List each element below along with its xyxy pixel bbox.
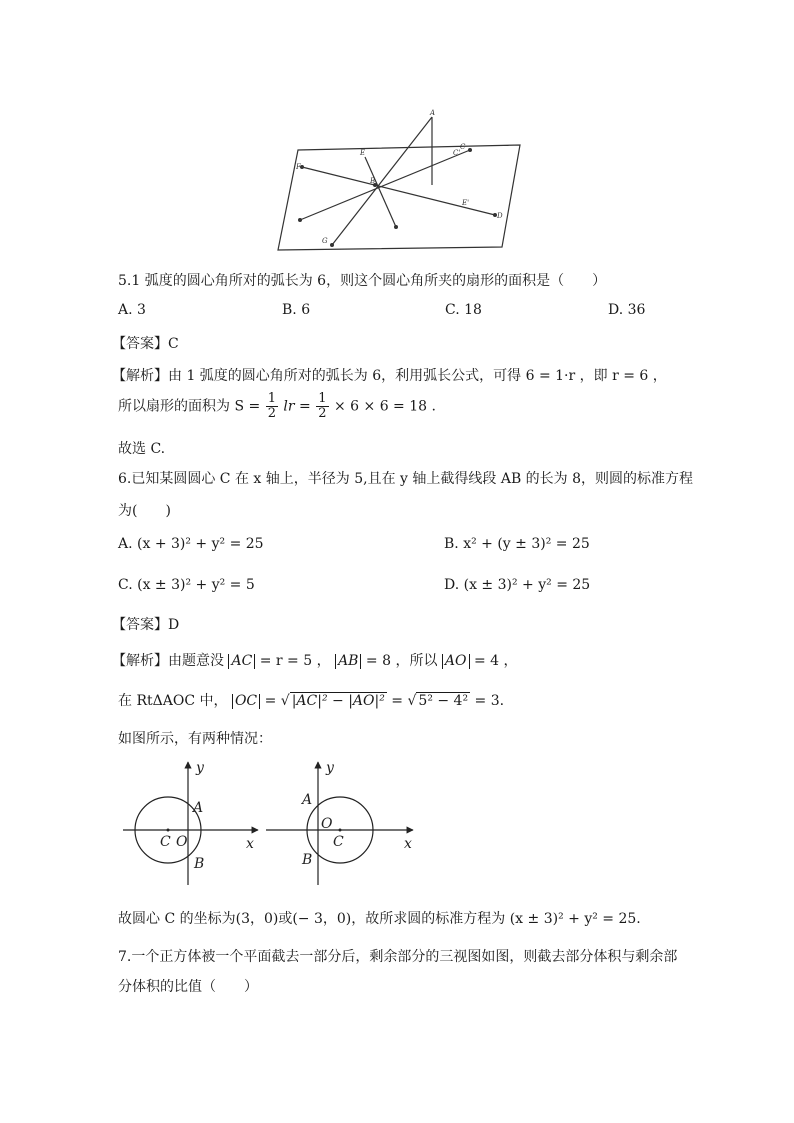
label-F: F bbox=[296, 163, 301, 171]
q6-option-a: A. (x + 3)² + y² = 25 bbox=[118, 536, 264, 552]
fraction-half: $\frac{1}{2}$ bbox=[267, 391, 276, 421]
q7-stem-line1: 7.一个正方体被一个平面截去一部分后，剩余部分的三视图如图，则截去部分体积与剩余部 bbox=[118, 949, 678, 965]
fig-plane-lines bbox=[270, 105, 530, 255]
q6-stem-line1: 6.已知某圆圆心 C 在 x 轴上，半径为 5,且在 y 轴上截得线段 AB 的长为 8，则圆的标准方程 bbox=[118, 471, 694, 487]
svg-text:O: O bbox=[176, 834, 188, 850]
label-C2: C' bbox=[453, 149, 461, 157]
label-E: E bbox=[360, 149, 366, 157]
fraction-half-2: $\frac{1}{2}$ bbox=[318, 391, 327, 421]
svg-text:O: O bbox=[321, 816, 333, 832]
q5-option-b: B. 6 bbox=[282, 302, 311, 318]
svg-text:B: B bbox=[194, 856, 205, 872]
fig-circles bbox=[118, 760, 428, 890]
svg-text:y: y bbox=[326, 760, 334, 776]
label-B: B bbox=[370, 177, 376, 185]
label-C: C bbox=[460, 143, 466, 151]
q5-stem: 5.1 弧度的圆心角所对的弧长为 6，则这个圆心角所夹的扇形的面积是（ ） bbox=[118, 273, 607, 289]
svg-text:C: C bbox=[333, 834, 344, 850]
q5-analysis-line2: 所以扇形的面积为 S = $\frac{1}{2}$ lr = $\frac{1}{2}$ × 6 × 6 = 18 . bbox=[118, 391, 436, 421]
label-D: D bbox=[497, 212, 503, 220]
q6-analysis-line1: 【解析】由题意没 AC = r = 5 ， AB = 8 ，所以 AO = 4 ， bbox=[112, 653, 518, 669]
q6-option-b: B. x² + (y ± 3)² = 25 bbox=[444, 536, 590, 552]
label-A: A bbox=[430, 109, 436, 117]
q5-option-c: C. 18 bbox=[445, 302, 482, 318]
q5-analysis-line1 bbox=[112, 365, 667, 385]
svg-text:y: y bbox=[196, 760, 204, 776]
q6-analysis-line2: 在 RtΔAOC 中， OC = √ |AC|² − |AO|² = √ 5² − 4² = 3. bbox=[118, 693, 505, 709]
q6-conclusion: 故圆心 C 的坐标为(3，0)或(− 3，0)，故所求圆的标准方程为 (x ± 3)² + y² = 25. bbox=[118, 911, 641, 927]
q5-option-a: A. 3 bbox=[118, 302, 146, 318]
analysis-text: 由 1 弧度的圆心角所对的弧长为 6，利用弧长公式，可得 6 = 1·r ，即 r = 6 ， bbox=[168, 368, 667, 384]
q6-stem-line2: 为( ) bbox=[118, 503, 171, 519]
q6-option-d: D. (x ± 3)² + y² = 25 bbox=[444, 577, 591, 593]
label-G: G bbox=[322, 237, 328, 245]
q6-option-c: C. (x ± 3)² + y² = 5 bbox=[118, 577, 255, 593]
q5-option-d: D. 36 bbox=[608, 302, 646, 318]
q6-figure-intro: 如图所示，有两种情况： bbox=[118, 731, 272, 747]
label-E2: E' bbox=[462, 199, 470, 207]
q6-answer: 【答案】D bbox=[112, 617, 180, 633]
q5-conclusion: 故选 C. bbox=[118, 441, 166, 457]
analysis-tag: 【解析】 bbox=[112, 368, 168, 384]
svg-text:x: x bbox=[404, 836, 412, 852]
svg-text:A: A bbox=[302, 792, 313, 808]
svg-text:A: A bbox=[193, 800, 204, 816]
svg-text:B: B bbox=[302, 852, 313, 868]
svg-text:C: C bbox=[160, 834, 171, 850]
q7-stem-line2: 分体积的比值（ ） bbox=[118, 979, 258, 995]
q5-answer: 【答案】C bbox=[112, 336, 179, 352]
svg-text:x: x bbox=[246, 836, 254, 852]
